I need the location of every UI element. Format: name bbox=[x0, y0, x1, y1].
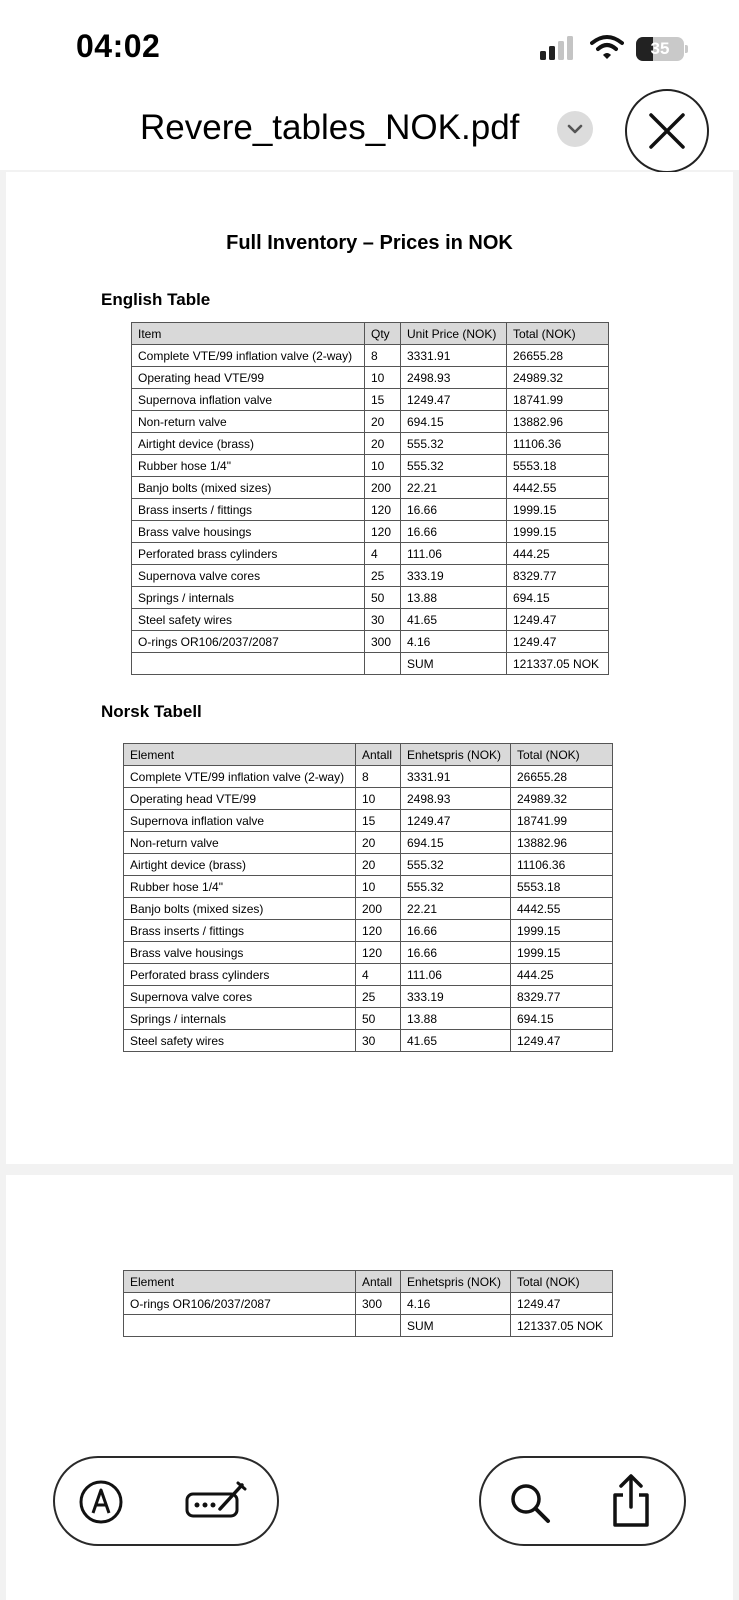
table-cell: 20 bbox=[365, 411, 401, 433]
status-time: 04:02 bbox=[76, 28, 161, 64]
table-cell: 8329.77 bbox=[511, 986, 613, 1008]
table-cell: 300 bbox=[365, 631, 401, 653]
table-cell: Perforated brass cylinders bbox=[132, 543, 365, 565]
table-cell: 3331.91 bbox=[401, 345, 507, 367]
share-icon bbox=[609, 1473, 653, 1529]
table-cell: 24989.32 bbox=[511, 788, 613, 810]
table-cell: 333.19 bbox=[401, 986, 511, 1008]
table-row bbox=[132, 609, 609, 631]
share-button[interactable] bbox=[607, 1472, 655, 1530]
table-cell: 1249.47 bbox=[401, 389, 507, 411]
table-row bbox=[124, 788, 613, 810]
table-cell: 13.88 bbox=[401, 587, 507, 609]
table-cell: 16.66 bbox=[401, 920, 511, 942]
action-toolbar bbox=[479, 1456, 686, 1546]
table-cell: 1999.15 bbox=[511, 942, 613, 964]
table-row bbox=[132, 587, 609, 609]
table-cell: 10 bbox=[365, 455, 401, 477]
column-header: Total (NOK) bbox=[511, 744, 613, 766]
table-cell: Banjo bolts (mixed sizes) bbox=[124, 898, 356, 920]
table-cell: 120 bbox=[356, 942, 401, 964]
table-row bbox=[132, 389, 609, 411]
table-cell: 22.21 bbox=[401, 477, 507, 499]
table-cell: 30 bbox=[356, 1030, 401, 1052]
table-row bbox=[124, 920, 613, 942]
table-cell: 16.66 bbox=[401, 499, 507, 521]
table-cell: 50 bbox=[356, 1008, 401, 1030]
column-header: Item bbox=[132, 323, 365, 345]
table-cell: 20 bbox=[356, 854, 401, 876]
table-cell: 120 bbox=[365, 499, 401, 521]
column-header: Qty bbox=[365, 323, 401, 345]
table-cell: 200 bbox=[356, 898, 401, 920]
pdf-page-1 bbox=[6, 172, 733, 1164]
table-cell: 120 bbox=[365, 521, 401, 543]
column-header: Antall bbox=[356, 744, 401, 766]
table-cell: 30 bbox=[365, 609, 401, 631]
table-row bbox=[124, 964, 613, 986]
table-cell bbox=[132, 653, 365, 675]
chevron-down-icon bbox=[566, 123, 584, 135]
table-cell: 13882.96 bbox=[507, 411, 609, 433]
table-cell: 41.65 bbox=[401, 1030, 511, 1052]
document-heading: Full Inventory – Prices in NOK bbox=[226, 232, 513, 254]
table-cell: Brass inserts / fittings bbox=[124, 920, 356, 942]
table-cell: 8 bbox=[365, 345, 401, 367]
column-header: Element bbox=[124, 744, 356, 766]
column-header: Total (NOK) bbox=[511, 1271, 613, 1293]
table-header-row bbox=[132, 323, 609, 345]
table-cell: Supernova valve cores bbox=[124, 986, 356, 1008]
table-cell: 13882.96 bbox=[511, 832, 613, 854]
table-cell: 1249.47 bbox=[511, 1293, 613, 1315]
search-button[interactable] bbox=[507, 1480, 553, 1526]
table-cell: 1249.47 bbox=[507, 609, 609, 631]
table-header-row bbox=[124, 1271, 613, 1293]
table-cell: Springs / internals bbox=[132, 587, 365, 609]
table-cell: 694.15 bbox=[401, 411, 507, 433]
table-cell: 8329.77 bbox=[507, 565, 609, 587]
table-cell: 4442.55 bbox=[507, 477, 609, 499]
table-row bbox=[124, 810, 613, 832]
table-row bbox=[132, 631, 609, 653]
table-cell: 18741.99 bbox=[511, 810, 613, 832]
table-cell: 26655.28 bbox=[511, 766, 613, 788]
column-header: Enhetspris (NOK) bbox=[401, 744, 511, 766]
table-cell: 555.32 bbox=[401, 433, 507, 455]
markup-button[interactable] bbox=[77, 1478, 125, 1526]
table-cell: 50 bbox=[365, 587, 401, 609]
table-row bbox=[132, 433, 609, 455]
table-cell: 333.19 bbox=[401, 565, 507, 587]
table-row bbox=[132, 499, 609, 521]
table-row bbox=[124, 766, 613, 788]
markup-toolbar bbox=[53, 1456, 279, 1546]
status-bar bbox=[0, 0, 739, 90]
column-header: Element bbox=[124, 1271, 356, 1293]
table-row bbox=[132, 367, 609, 389]
table-cell: 20 bbox=[365, 433, 401, 455]
table-cell: 24989.32 bbox=[507, 367, 609, 389]
table-cell: Brass inserts / fittings bbox=[132, 499, 365, 521]
table-cell: 25 bbox=[365, 565, 401, 587]
close-button[interactable] bbox=[625, 89, 709, 173]
table-cell: 11106.36 bbox=[507, 433, 609, 455]
table-cell: Supernova inflation valve bbox=[132, 389, 365, 411]
table-cell: Rubber hose 1/4" bbox=[124, 876, 356, 898]
table-cell bbox=[124, 1315, 356, 1337]
battery-level: 35 bbox=[650, 39, 670, 58]
table-cell: 555.32 bbox=[401, 876, 511, 898]
table-cell: 16.66 bbox=[401, 521, 507, 543]
table-row bbox=[124, 854, 613, 876]
table-cell: 8 bbox=[356, 766, 401, 788]
column-header: Enhetspris (NOK) bbox=[401, 1271, 511, 1293]
table-cell: 13.88 bbox=[401, 1008, 511, 1030]
table-cell: Non-return valve bbox=[124, 832, 356, 854]
table-cell: Brass valve housings bbox=[124, 942, 356, 964]
table-row bbox=[124, 1008, 613, 1030]
table-row bbox=[132, 565, 609, 587]
table-cell: 1249.47 bbox=[511, 1030, 613, 1052]
title-bar bbox=[0, 90, 739, 170]
table-cell: SUM bbox=[401, 653, 507, 675]
table-cell: 200 bbox=[365, 477, 401, 499]
table-cell: Rubber hose 1/4" bbox=[132, 455, 365, 477]
table-cell: 5553.18 bbox=[507, 455, 609, 477]
table-row bbox=[132, 345, 609, 367]
table-cell: 1249.47 bbox=[401, 810, 511, 832]
table-cell: 555.32 bbox=[401, 854, 511, 876]
english-table bbox=[131, 322, 609, 675]
table-cell: 26655.28 bbox=[507, 345, 609, 367]
table-cell: Operating head VTE/99 bbox=[124, 788, 356, 810]
table-cell: 1999.15 bbox=[507, 499, 609, 521]
table-cell: Supernova valve cores bbox=[132, 565, 365, 587]
table-cell: 4 bbox=[365, 543, 401, 565]
table-cell: Supernova inflation valve bbox=[124, 810, 356, 832]
table-cell: 5553.18 bbox=[511, 876, 613, 898]
table-cell: Springs / internals bbox=[124, 1008, 356, 1030]
table-cell: 41.65 bbox=[401, 609, 507, 631]
table-cell: 121337.05 NOK bbox=[507, 653, 609, 675]
document-title[interactable]: Revere_tables_NOK.pdf bbox=[140, 108, 520, 147]
table-row bbox=[124, 1030, 613, 1052]
table-row bbox=[124, 986, 613, 1008]
table-cell: 3331.91 bbox=[401, 766, 511, 788]
table-cell: 2498.93 bbox=[401, 788, 511, 810]
table-cell: Perforated brass cylinders bbox=[124, 964, 356, 986]
table-cell: 25 bbox=[356, 986, 401, 1008]
table-cell: 15 bbox=[356, 810, 401, 832]
table-cell: 22.21 bbox=[401, 898, 511, 920]
table-cell: 1999.15 bbox=[507, 521, 609, 543]
table-cell: 4 bbox=[356, 964, 401, 986]
table-cell bbox=[356, 1315, 401, 1337]
english-table-heading: English Table bbox=[101, 290, 211, 309]
table-cell: 2498.93 bbox=[401, 367, 507, 389]
table-cell: 4442.55 bbox=[511, 898, 613, 920]
table-cell: 10 bbox=[356, 876, 401, 898]
signature-button[interactable] bbox=[183, 1476, 249, 1526]
table-cell bbox=[365, 653, 401, 675]
table-cell: 694.15 bbox=[511, 1008, 613, 1030]
table-row bbox=[124, 876, 613, 898]
table-cell: 10 bbox=[365, 367, 401, 389]
table-cell: 20 bbox=[356, 832, 401, 854]
table-cell: 15 bbox=[365, 389, 401, 411]
table-cell: Airtight device (brass) bbox=[132, 433, 365, 455]
cellular-signal-icon bbox=[540, 36, 576, 60]
table-cell: 444.25 bbox=[507, 543, 609, 565]
table-cell: 694.15 bbox=[507, 587, 609, 609]
table-cell: O-rings OR106/2037/2087 bbox=[124, 1293, 356, 1315]
table-cell: 11106.36 bbox=[511, 854, 613, 876]
title-menu-button[interactable] bbox=[557, 111, 593, 147]
table-cell: Non-return valve bbox=[132, 411, 365, 433]
table-cell: Steel safety wires bbox=[124, 1030, 356, 1052]
table-row bbox=[132, 411, 609, 433]
table-cell: 1249.47 bbox=[507, 631, 609, 653]
table-cell: 120 bbox=[356, 920, 401, 942]
table-row bbox=[132, 477, 609, 499]
table-row bbox=[132, 521, 609, 543]
table-cell: 1999.15 bbox=[511, 920, 613, 942]
table-row bbox=[124, 942, 613, 964]
table-cell: 300 bbox=[356, 1293, 401, 1315]
battery-icon bbox=[636, 37, 688, 61]
table-row bbox=[132, 455, 609, 477]
table-row bbox=[124, 898, 613, 920]
table-cell: 444.25 bbox=[511, 964, 613, 986]
table-cell: 16.66 bbox=[401, 942, 511, 964]
table-cell: SUM bbox=[401, 1315, 511, 1337]
norsk-table bbox=[123, 743, 613, 1052]
table-row bbox=[132, 543, 609, 565]
table-cell: Airtight device (brass) bbox=[124, 854, 356, 876]
table-cell: Brass valve housings bbox=[132, 521, 365, 543]
table-cell: 111.06 bbox=[401, 543, 507, 565]
table-row bbox=[124, 1315, 613, 1337]
table-cell: Complete VTE/99 inflation valve (2-way) bbox=[132, 345, 365, 367]
column-header: Antall bbox=[356, 1271, 401, 1293]
column-header: Total (NOK) bbox=[507, 323, 609, 345]
table-cell: 18741.99 bbox=[507, 389, 609, 411]
table-row bbox=[124, 1293, 613, 1315]
table-cell: Banjo bolts (mixed sizes) bbox=[132, 477, 365, 499]
table-cell: 10 bbox=[356, 788, 401, 810]
table-cell: Complete VTE/99 inflation valve (2-way) bbox=[124, 766, 356, 788]
table-cell: 4.16 bbox=[401, 631, 507, 653]
table-cell: Operating head VTE/99 bbox=[132, 367, 365, 389]
norsk-table-heading: Norsk Tabell bbox=[101, 702, 202, 721]
table-row bbox=[124, 832, 613, 854]
table-cell: 694.15 bbox=[401, 832, 511, 854]
norsk-table-continued bbox=[123, 1270, 613, 1337]
close-icon bbox=[647, 111, 687, 151]
table-cell: 121337.05 NOK bbox=[511, 1315, 613, 1337]
markup-pen-icon bbox=[78, 1479, 124, 1525]
wifi-icon bbox=[590, 34, 624, 60]
table-header-row bbox=[124, 744, 613, 766]
table-cell: 111.06 bbox=[401, 964, 511, 986]
signature-icon bbox=[184, 1477, 248, 1525]
table-cell: 4.16 bbox=[401, 1293, 511, 1315]
column-header: Unit Price (NOK) bbox=[401, 323, 507, 345]
table-cell: O-rings OR106/2037/2087 bbox=[132, 631, 365, 653]
table-cell: Steel safety wires bbox=[132, 609, 365, 631]
table-row bbox=[132, 653, 609, 675]
table-cell: 555.32 bbox=[401, 455, 507, 477]
search-icon bbox=[508, 1481, 552, 1525]
